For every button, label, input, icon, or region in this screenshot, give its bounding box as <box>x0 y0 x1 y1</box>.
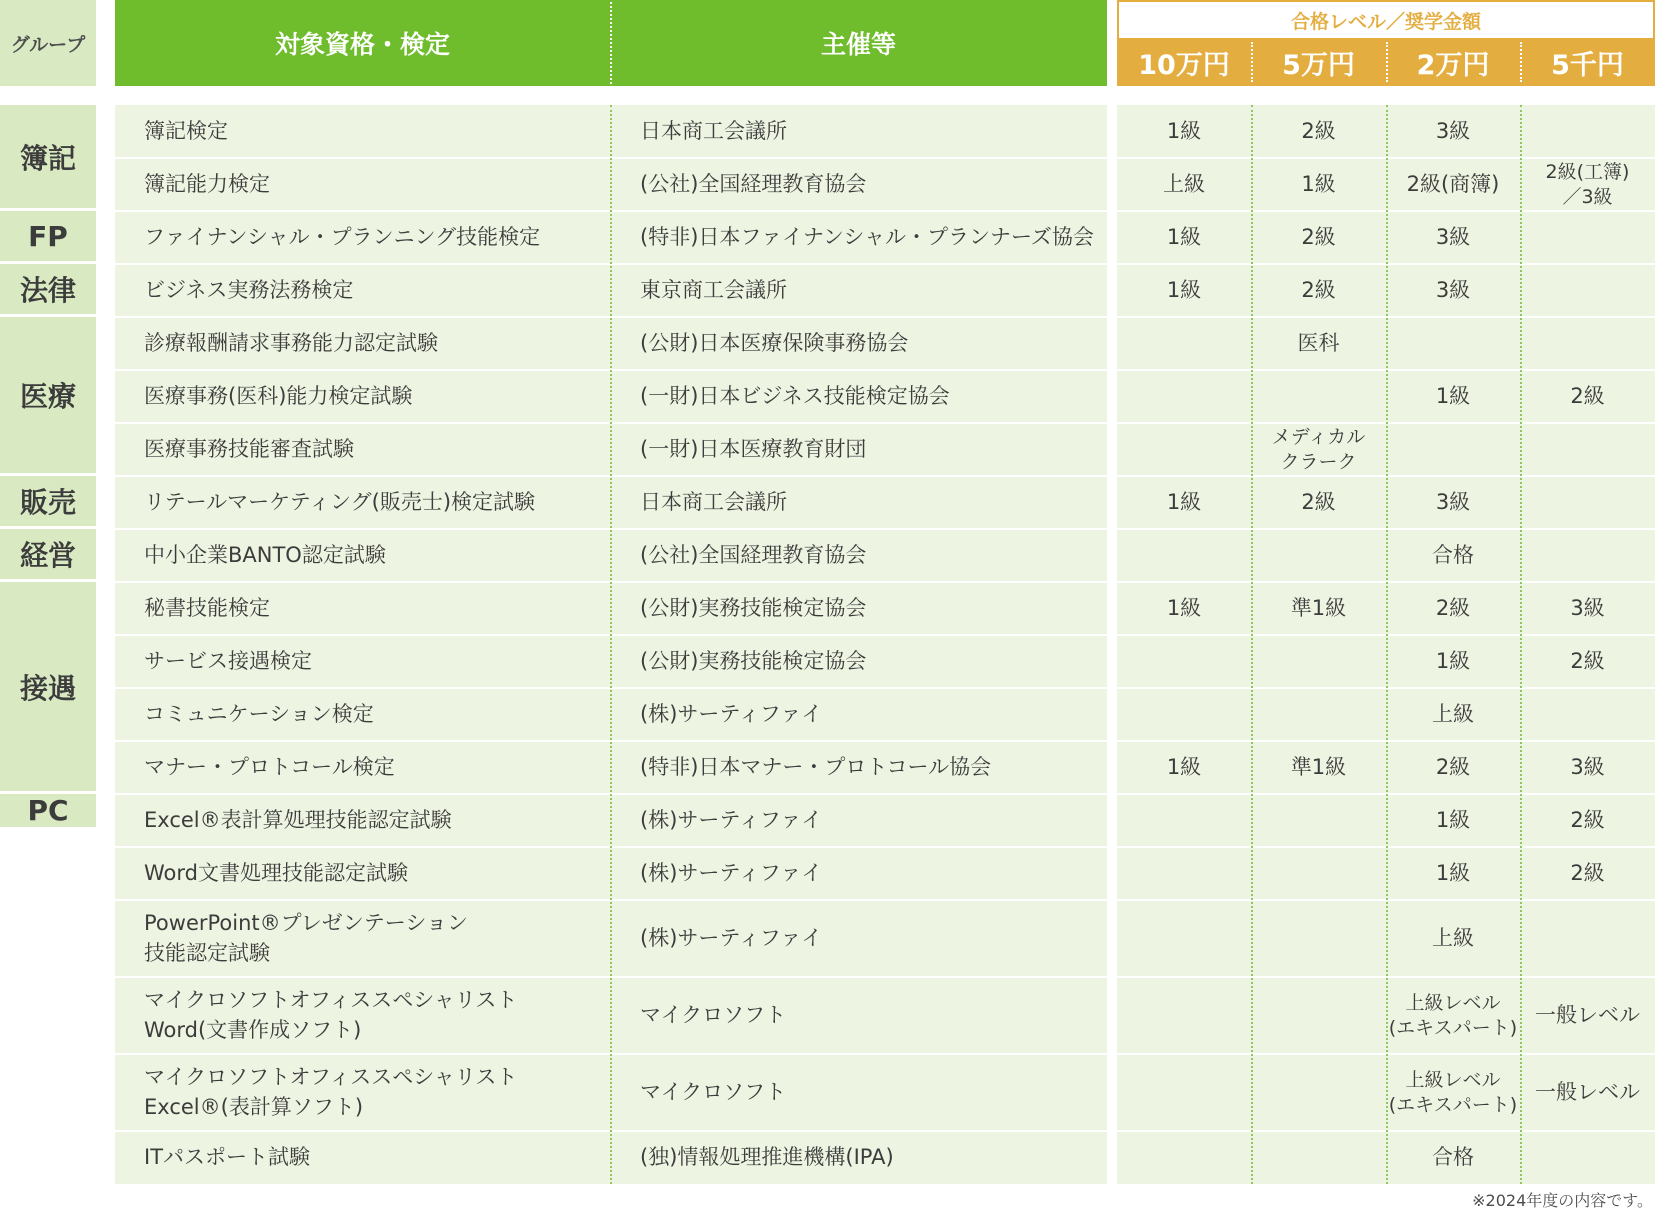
level-cell-l20k <box>1386 317 1520 370</box>
level-cell-l50k <box>1251 977 1386 1054</box>
header-level-5k: 5千円 <box>1551 49 1624 81</box>
level-cell-l100k <box>1117 529 1251 582</box>
header-level-100k: 10万円 <box>1138 49 1230 81</box>
level-cell-l5k <box>1520 476 1655 529</box>
level-cell-l100k <box>1117 635 1251 688</box>
level-cell-l50k <box>1251 688 1386 741</box>
level-cell-l100k <box>1117 1131 1251 1184</box>
qualification-name: 医療事務技能審査試験 <box>144 436 354 461</box>
qualification-name: 簿記能力検定 <box>144 171 270 196</box>
header-level-50k: 5万円 <box>1282 49 1355 81</box>
level-cell-l100k <box>1117 900 1251 977</box>
level-cell-l50k <box>1251 794 1386 847</box>
level-cell-l100k <box>1117 977 1251 1054</box>
qualification-name: リテールマーケティング(販売士)検定試験 <box>144 489 536 514</box>
organizer-name: (株)サーティファイ <box>640 807 823 832</box>
level-cell-l20k: 合格 <box>1432 542 1474 567</box>
level-cell-l100k: 1級 <box>1166 118 1202 143</box>
level-cell-l20k: 2級 <box>1435 754 1471 779</box>
level-cell-l5k <box>1520 529 1655 582</box>
group-label: 医療 <box>0 317 96 473</box>
level-cell-l100k <box>1117 423 1251 476</box>
level-cell-l20k: 3級 <box>1435 224 1471 249</box>
level-cell-l5k: 一般レベル <box>1535 1079 1640 1104</box>
level-cell-l100k <box>1117 847 1251 900</box>
level-cell-l5k <box>1520 211 1655 264</box>
group-label: PC <box>0 794 96 827</box>
level-cell-l100k: 1級 <box>1166 754 1202 779</box>
qualification-name: マナー・プロトコール検定 <box>144 754 395 779</box>
level-cell-l5k <box>1520 900 1655 977</box>
qualification-name: 診療報酬請求事務能力認定試験 <box>144 330 438 355</box>
group-label: 経営 <box>0 529 96 579</box>
header-level-divider <box>1520 42 1522 82</box>
level-cell-l20k: 3級 <box>1435 489 1471 514</box>
level-cell-l50k: メディカル クラーク <box>1271 425 1366 473</box>
level-cell-l100k <box>1117 370 1251 423</box>
level-cell-l50k <box>1251 847 1386 900</box>
level-cell-l50k: 医科 <box>1297 330 1340 355</box>
header-group: グループ <box>0 0 96 86</box>
organizer-name: (特非)日本マナー・プロトコール協会 <box>640 754 992 779</box>
organizer-name: (公社)全国経理教育協会 <box>640 542 867 567</box>
level-cell-l50k: 2級 <box>1301 118 1336 143</box>
qualification-name: ITパスポート試験 <box>144 1144 311 1169</box>
level-cell-l5k <box>1520 423 1655 476</box>
group-label: 簿記 <box>0 105 96 208</box>
qualification-name: 医療事務(医科)能力検定試験 <box>144 383 413 408</box>
level-cell-l5k: 2級 <box>1570 807 1605 832</box>
organizer-name: (株)サーティファイ <box>640 701 823 726</box>
qualification-name: コミュニケーション検定 <box>144 701 374 726</box>
qualification-name: Excel®表計算処理技能認定試験 <box>144 807 452 832</box>
footnote: ※2024年度の内容です。 <box>1472 1191 1653 1210</box>
header-level-divider <box>1251 42 1253 82</box>
organizer-name: (一財)日本ビジネス技能検定協会 <box>640 383 950 408</box>
level-cell-l5k <box>1520 264 1655 317</box>
level-cell-l5k: 3級 <box>1570 754 1605 779</box>
header-divider <box>610 2 612 84</box>
group-label: 接遇 <box>0 582 96 791</box>
level-cell-l50k: 1級 <box>1301 171 1336 196</box>
level-cell-l100k <box>1117 317 1251 370</box>
level-cell-l20k: 3級 <box>1435 118 1471 143</box>
level-cell-l100k <box>1117 1054 1251 1131</box>
organizer-name: (一財)日本医療教育財団 <box>640 436 867 461</box>
header-levels-bar <box>1117 38 1655 86</box>
level-cell-l20k: 上級レベル (エキスパート) <box>1388 1068 1518 1116</box>
qualification-name: 簿記検定 <box>144 118 228 143</box>
organizer-name: (株)サーティファイ <box>640 860 823 885</box>
organizer-name: (公社)全国経理教育協会 <box>640 171 867 196</box>
level-cell-l20k: 1級 <box>1435 807 1471 832</box>
level-cell-l100k: 1級 <box>1166 489 1202 514</box>
level-cell-l5k <box>1520 105 1655 158</box>
level-cell-l5k: 2級 <box>1570 860 1605 885</box>
column-divider <box>610 105 612 1184</box>
level-cell-l20k: 1級 <box>1435 383 1471 408</box>
level-cell-l100k <box>1117 688 1251 741</box>
level-cell-l20k: 上級 <box>1432 701 1474 726</box>
header-organizer: 主催等 <box>610 0 1107 86</box>
organizer-name: (独)情報処理推進機構(IPA) <box>640 1144 894 1169</box>
header-level-divider <box>1386 42 1388 82</box>
qualification-name: ファイナンシャル・プランニング技能検定 <box>144 224 541 249</box>
level-cell-l50k <box>1251 370 1386 423</box>
level-cell-l20k: 上級レベル (エキスパート) <box>1388 991 1518 1039</box>
level-cell-l5k <box>1520 317 1655 370</box>
header-qualification: 対象資格・検定 <box>115 0 610 86</box>
level-cell-l50k <box>1251 900 1386 977</box>
level-cell-l5k <box>1520 688 1655 741</box>
level-cell-l50k: 2級 <box>1301 224 1336 249</box>
group-label: 販売 <box>0 476 96 526</box>
group-label: 法律 <box>0 264 96 314</box>
level-cell-l20k: 2級(商簿) <box>1406 171 1500 196</box>
qualification-name: Word文書処理技能認定試験 <box>144 860 408 885</box>
group-label: FP <box>0 211 96 261</box>
level-cell-l5k: 3級 <box>1570 595 1605 620</box>
organizer-name: (公財)実務技能検定協会 <box>640 648 867 673</box>
level-cell-l5k: 2級 <box>1570 383 1605 408</box>
level-cell-l20k: 合格 <box>1432 1144 1474 1169</box>
level-cell-l5k: 2級 <box>1570 648 1605 673</box>
qualification-name: PowerPoint®プレゼンテーション 技能認定試験 <box>144 911 468 965</box>
organizer-name: (特非)日本ファイナンシャル・プランナーズ協会 <box>640 224 1094 249</box>
level-cell-l50k <box>1251 1131 1386 1184</box>
level-cell-l20k: 1級 <box>1435 648 1471 673</box>
organizer-name: 日本商工会議所 <box>640 489 787 514</box>
level-cell-l50k: 2級 <box>1301 489 1336 514</box>
level-cell-l20k: 2級 <box>1435 595 1471 620</box>
qualification-name: サービス接遇検定 <box>144 648 312 673</box>
level-cell-l50k: 2級 <box>1301 277 1336 302</box>
level-cell-l50k <box>1251 529 1386 582</box>
level-cell-l20k: 上級 <box>1432 925 1474 950</box>
level-cell-l5k <box>1520 1131 1655 1184</box>
level-cell-l50k: 準1級 <box>1290 754 1347 779</box>
level-cell-l100k: 1級 <box>1166 595 1202 620</box>
qualification-name: マイクロソフトオフィススペシャリスト Excel®(表計算ソフト) <box>144 1065 518 1119</box>
organizer-name: 東京商工会議所 <box>640 277 787 302</box>
level-cell-l5k: 2級(工簿) ／3級 <box>1545 160 1630 208</box>
qualification-name: 秘書技能検定 <box>144 595 270 620</box>
level-cell-l100k: 1級 <box>1166 277 1202 302</box>
level-cell-l20k: 3級 <box>1435 277 1471 302</box>
level-cell-l5k: 一般レベル <box>1535 1002 1640 1027</box>
header-level-20k: 2万円 <box>1416 49 1490 81</box>
organizer-name: 日本商工会議所 <box>640 118 787 143</box>
organizer-name: マイクロソフト <box>640 1002 787 1027</box>
level-cell-l50k: 準1級 <box>1290 595 1347 620</box>
qualification-name: ビジネス実務法務検定 <box>144 277 354 302</box>
organizer-name: (株)サーティファイ <box>640 925 823 950</box>
header-levels-title: 合格レベル／奨学金額 <box>1117 0 1655 38</box>
level-cell-l100k <box>1117 794 1251 847</box>
organizer-name: (公財)実務技能検定協会 <box>640 595 867 620</box>
level-cell-l50k <box>1251 635 1386 688</box>
level-cell-l100k: 1級 <box>1166 224 1202 249</box>
organizer-name: マイクロソフト <box>640 1079 787 1104</box>
level-cell-l100k: 上級 <box>1163 171 1205 196</box>
level-cell-l50k <box>1251 1054 1386 1131</box>
qualification-name: マイクロソフトオフィススペシャリスト Word(文書作成ソフト) <box>144 988 518 1042</box>
level-cell-l20k <box>1386 423 1520 476</box>
level-cell-l20k: 1級 <box>1435 860 1471 885</box>
organizer-name: (公財)日本医療保険事務協会 <box>640 330 909 355</box>
qualification-name: 中小企業BANTO認定試験 <box>144 542 386 567</box>
